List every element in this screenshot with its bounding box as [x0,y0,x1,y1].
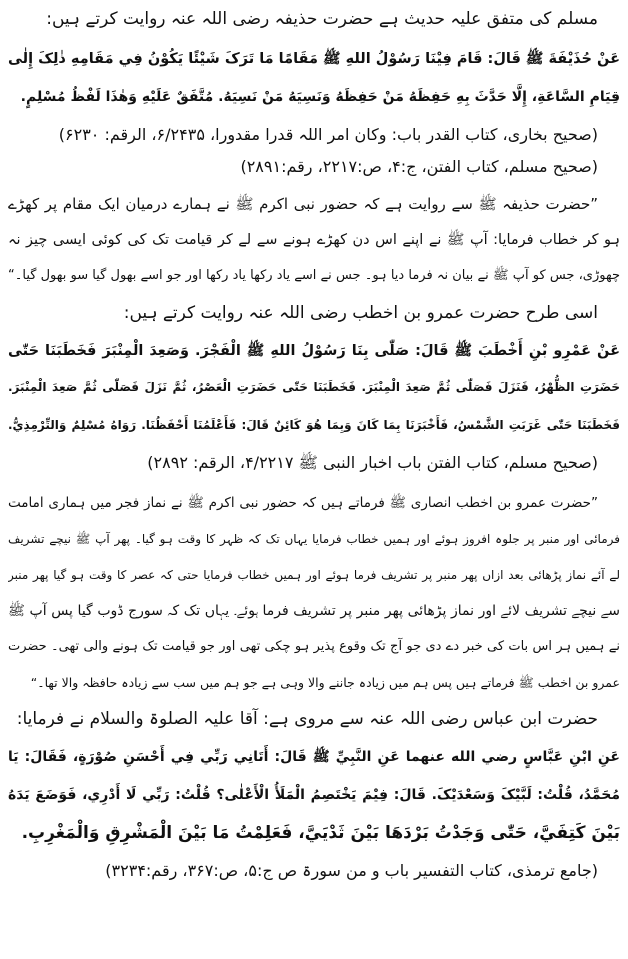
urdu-text-line: اسی طرح حضرت عمرو بن اخطب رضی اللہ عنہ روایت کرتے ہیں: [123,303,598,323]
arabic-hadith-line: قِيَامِ السَّاعَةِ، إِلَّا حَدَّثَ بِهِ حَفِظَهُ مَنْ حَفِظَهُ وَنَسِيَهُ مَنْ نَسِيَهُ. مُتَّفَقٌ عَلَيْهِ وَهٰذَا لَفْظُ مُسْلِمٍ. [20,89,620,105]
reference-citation-line: (صحیح مسلم، کتاب الفتن باب اخبار النبی ﷺ ۴/۲۲۱۷، الرقم: ۲۸۹۲) [147,453,598,472]
urdu-text-line: مسلم کی متفق علیہ حدیث ہے حضرت حذیفہ رضی اللہ عنہ روایت کرتے ہیں: [46,9,598,29]
reference-citation-line: (صحیح بخاری، کتاب القدر باب: وکان امر اللہ قدرا مقدورا، ۶/۲۴۳۵، الرقم: ۶۲۳۰) [58,125,598,144]
urdu-text-line: حضرت ابن عباس رضی اللہ عنہ سے مروی ہے: آقا علیہ الصلوۃ والسلام نے فرمایا: [16,709,598,729]
urdu-text-line: نے ہمیں ہر اس بات کی خبر دے دی جو آج تک وقوع پذیر ہو چکی تھی اور جو قیامت تک ہونے والی تھی۔ حضرت [8,639,620,654]
reference-citation-line: (صحیح مسلم، کتاب الفتن، ج:۴، ص:۲۲۱۷، رقم:۲۸۹۱) [240,157,598,176]
arabic-hadith-line: عَنْ عَمْرِو بْنِ أَخْطَبَ ﷺ قَالَ: صَلّٰی بِنَا رَسُوْلُ اللهِ ﷺ الْفَجْرَ. وَصَعِدَ الْمِنْبَرَ فَخَطَبَنَا حَتّٰی [8,343,620,359]
urdu-text-line: عمرو بن اخطب ﷺ فرماتے ہیں پس ہم میں زیادہ جاننے والا وہی ہے جو ہم میں سب سے زیادہ حافظہ والا تھا۔“ [30,675,620,690]
arabic-hadith-line: عَنِ ابْنِ عَبَّاسٍ رضي الله عنهما عَنِ النَّبِيِّ ﷺ قَالَ: أَتَانِي رَبِّي فِي أَحْسَنِ صُوْرَةٍ، فَقَالَ: يَا [8,749,620,765]
reference-citation-line: (جامع ترمذی، کتاب التفسیر باب و من سورۃ ص ج:۵، ص:۳۶۷، رقم:۳۲۳۴) [105,861,598,880]
urdu-text-line: سے نیچے تشریف لائے اور نماز پڑھائی پھر منبر پر تشریف فرما ہوئے۔ یہاں تک کہ سورج ڈوب گیا پس آپ ﷺ [8,603,620,619]
urdu-text-line: ہو کر خطاب فرمایا: آپ ﷺ نے اپنے اس دن کھڑے ہونے سے لے کر قیامت تک کی کوئی ایسی چیز نہ [8,232,620,248]
urdu-text-line: فرمائی اور منبر پر جلوہ افروز ہوئے اور ہمیں خطاب فرمایا یہاں تک کہ ظہر کا وقت ہو گیا۔ پھر آپ ﷺ نیچے تشریف [8,532,620,546]
arabic-hadith-line: بَيْنَ کَتِفَيَّ، حَتّٰی وَجَدْتُ بَرْدَهَا بَيْنَ ثَدْيَيَّ، فَعَلِمْتُ مَا بَيْنَ الْمَشْرِقِ وَالْمَغْرِبِ. [21,823,620,843]
arabic-hadith-line: عَنْ حُذَيْفَةَ ﷺ قَالَ: قَامَ فِيْنَا رَسُوْلُ اللهِ ﷺ مَقَامًا مَا تَرَکَ شَيْئًا يَکُوْنُ فِي مَقَامِهِ ذٰلِکَ إِلٰی [8,51,620,67]
urdu-text-line: ”حضرت حذیفہ ﷺ سے روایت ہے کہ حضور نبی اکرم ﷺ نے ہمارے درمیان ایک مقام پر کھڑے [8,195,598,213]
arabic-hadith-line: مُحَمَّدُ، قُلْتُ: لَبَّيْکَ وَسَعْدَيْکَ. قَالَ: فِيْمَ يَخْتَصِمُ الْمَلَأُ الْأَعْلٰی؟ قُلْتُ: رَبِّي لَا أَدْرِي، فَوَضَعَ يَدَهُ [8,787,620,803]
urdu-text-line: چھوڑی، جس کو آپ ﷺ نے بیان نہ فرما دیا ہو۔ جس نے اسے یاد رکھا یاد رکھا اور جو اسے بھول گیا سو بھول گیا۔“ [8,268,620,283]
arabic-hadith-line: فَخَطَبَنَا حَتّٰی غَرَبَتِ الشَّمْسُ، فَأَخْبَرَنَا بِمَا کَانَ وَبِمَا هُوَ کَائِنٌ قَالَ: فَأَعْلَمُنَا أَحْفَظُنَا. رَوَاهُ مُسْلِمٌ وَالتِّرْمِذِيُّ. [8,418,620,432]
urdu-text-line: لے آئے نماز پڑھائی بعد ازاں پھر منبر پر تشریف فرما ہوئے اور ہمیں خطاب فرمایا حتی کہ عصر کا وقت ہو گیا پھر منبر [8,568,620,582]
arabic-hadith-line: حَضَرَتِ الظُّهْرُ، فَنَزَلَ فَصَلّٰی ثُمَّ صَعِدَ الْمِنْبَرَ. فَخَطَبَنَا حَتّٰی حَضَرَتِ الْعَصْرُ، ثُمَّ نَزَلَ فَصَلّٰی ثُمَّ صَعِدَ الْمِنْبَرَ. [8,380,620,394]
urdu-text-line: ”حضرت عمرو بن اخطب انصاری ﷺ فرماتے ہیں کہ حضور نبی اکرم ﷺ نے نماز فجر میں ہماری امامت [8,495,598,511]
